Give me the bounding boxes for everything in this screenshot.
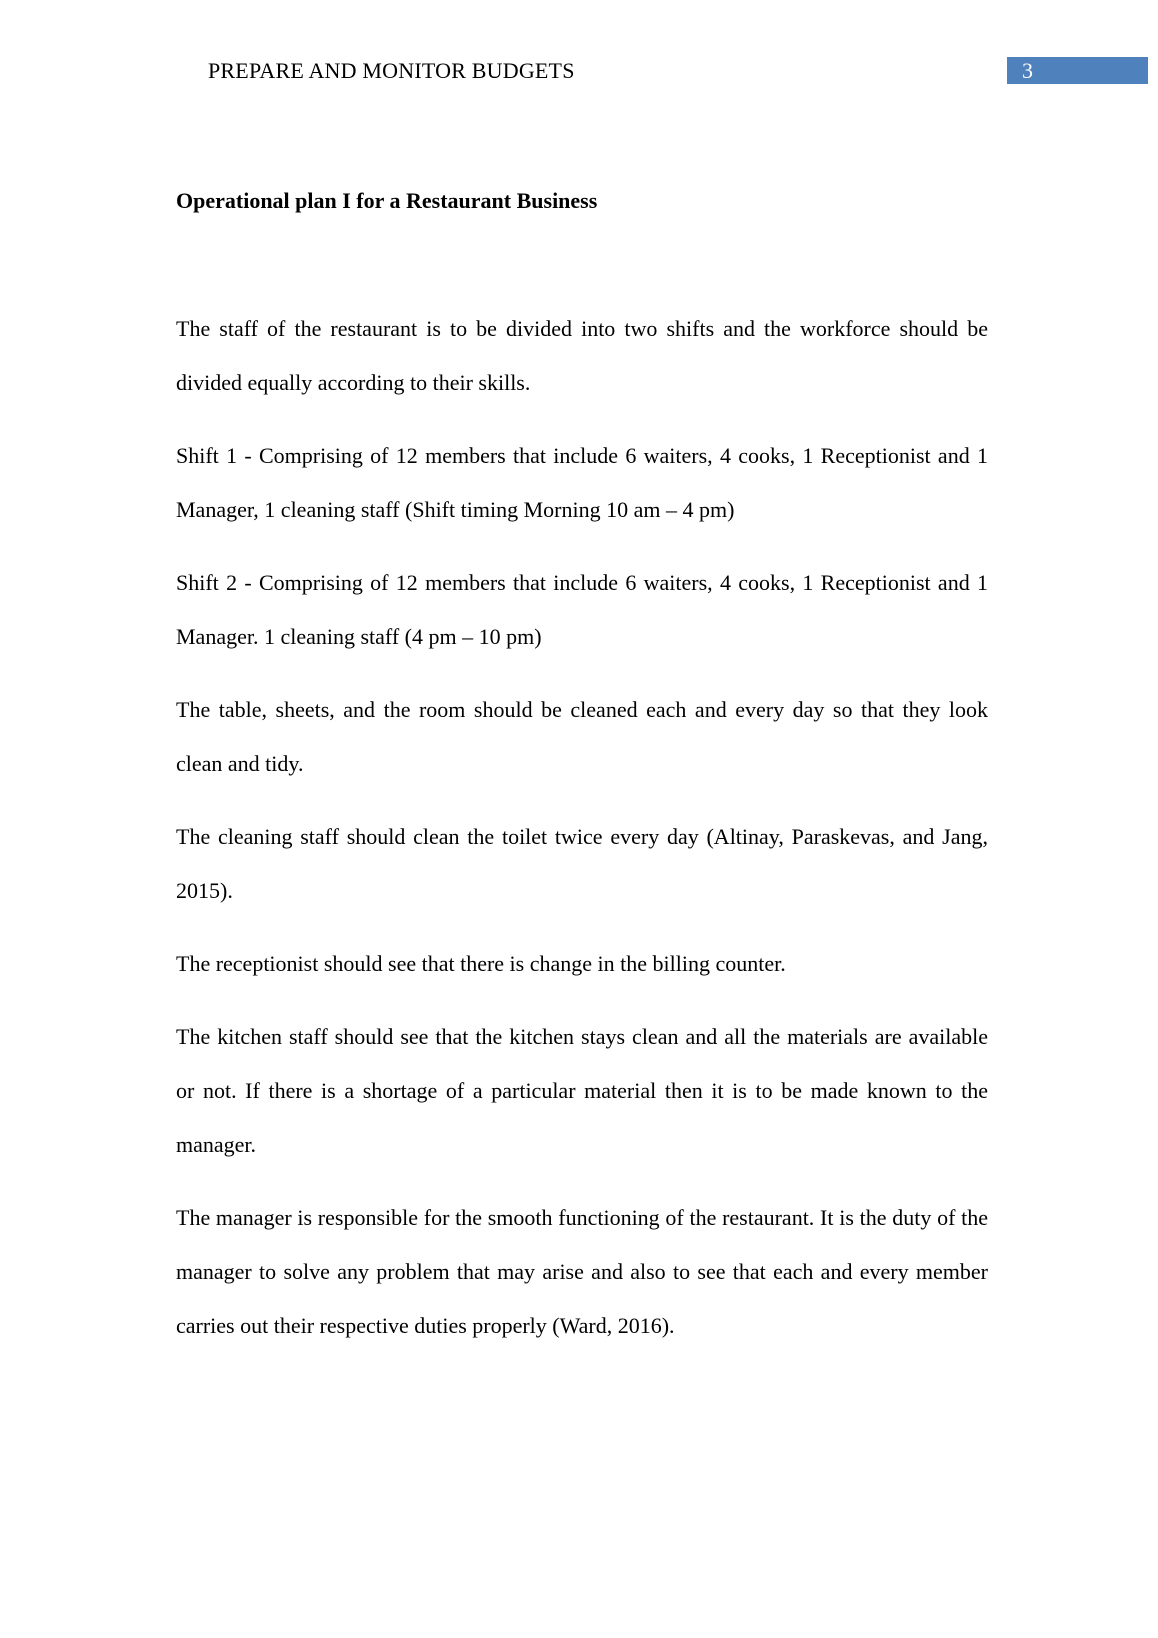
paragraph: Shift 1 - Comprising of 12 members that include 6 waiters, 4 cooks, 1 Receptionist and 1 Manager, 1 cleaning staff (Shift timing Morning 10 am – 4 pm) [176,443,988,522]
paragraph: The kitchen staff should see that the kitchen stays clean and all the materials are available or not. If there is a shortage of a particular material then it is to be made known to the manager. [176,1024,988,1157]
paragraph: The staff of the restaurant is to be divided into two shifts and the workforce should be divided equally according to their skills. [176,316,988,395]
page-number: 3 [1022,58,1033,83]
paragraph: The table, sheets, and the room should be cleaned each and every day so that they look clean and tidy. [176,697,988,776]
body-text [176,302,988,1372]
running-head: PREPARE AND MONITOR BUDGETS [208,58,575,83]
section-heading: Operational plan I for a Restaurant Business [176,188,598,213]
paragraph: The manager is responsible for the smooth functioning of the restaurant. It is the duty of the manager to solve any problem that may arise and also to see that each and every member carries out their respective duties properly (Ward, 2016). [176,1205,988,1338]
paragraph: The cleaning staff should clean the toilet twice every day (Altinay, Paraskevas, and Jang, 2015). [176,824,988,903]
paragraph: The receptionist should see that there is change in the billing counter. [176,951,786,976]
paragraph: Shift 2 - Comprising of 12 members that include 6 waiters, 4 cooks, 1 Receptionist and 1 Manager. 1 cleaning staff (4 pm – 10 pm) [176,570,988,649]
page-number-box [1007,57,1148,84]
